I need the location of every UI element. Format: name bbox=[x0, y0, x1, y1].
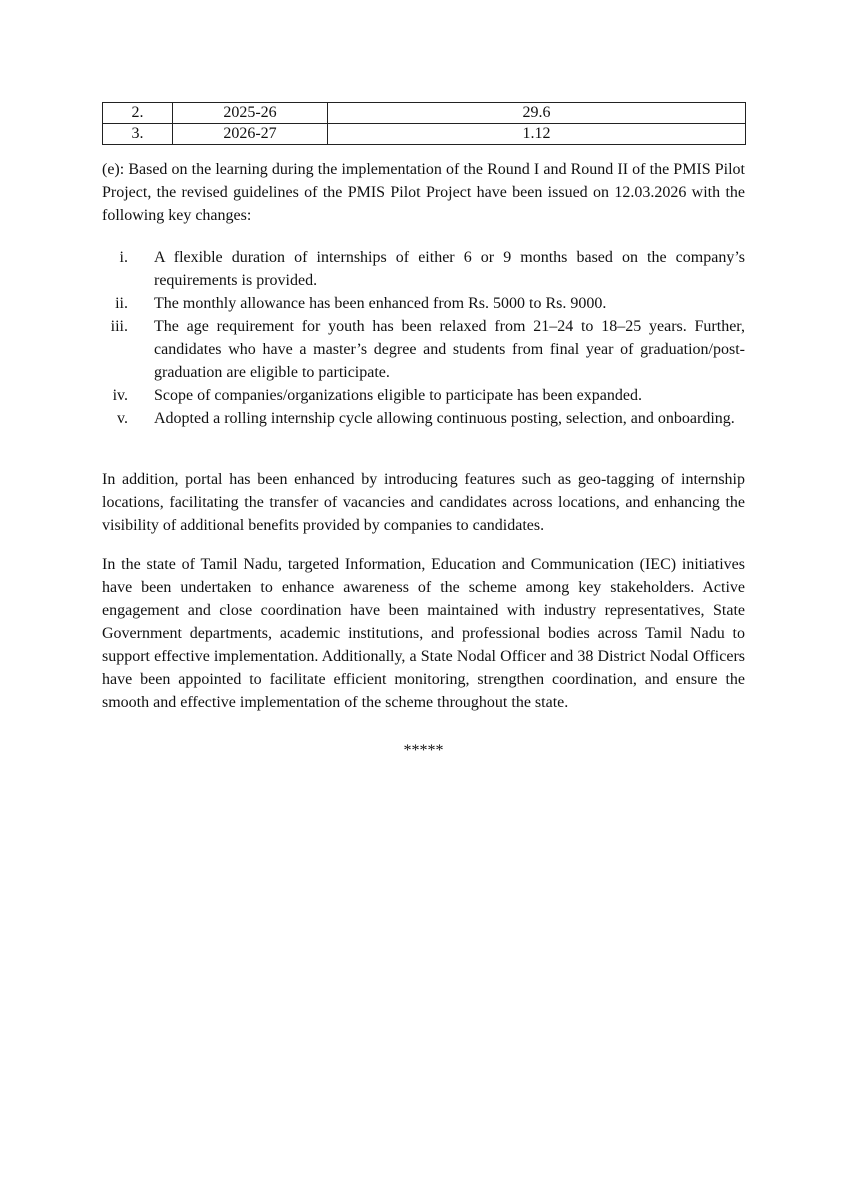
key-changes-list bbox=[102, 246, 745, 430]
list-item-number: i. bbox=[119, 249, 128, 266]
year-cell: 2026-27 bbox=[173, 124, 328, 145]
list-item-text: Adopted a rolling internship cycle allowing continuous posting, selection, and onboarding. bbox=[154, 410, 735, 427]
portal-enhancement-paragraph: In addition, portal has been enhanced by introducing features such as geo-tagging of internship locations, facilitating the transfer of vacancies and candidates across locations, and enhancing the visibility of additional benefits provided by companies to candidates. bbox=[102, 471, 745, 534]
allocation-table bbox=[102, 102, 746, 145]
list-item bbox=[102, 246, 745, 292]
list-item bbox=[102, 407, 745, 430]
year-cell: 2025-26 bbox=[173, 103, 328, 124]
list-item-text: The age requirement for youth has been relaxed from 21–24 to 18–25 years. Further, candidates who have a master’s degree and students from final year of graduation/post-graduation are eligible to participate. bbox=[154, 318, 745, 381]
list-item-number: iv. bbox=[112, 387, 128, 404]
list-item-text: The monthly allowance has been enhanced from Rs. 5000 to Rs. 9000. bbox=[154, 295, 607, 312]
value-cell: 29.6 bbox=[328, 103, 746, 124]
table-row bbox=[103, 124, 746, 145]
list-item bbox=[102, 315, 745, 384]
list-item-number: ii. bbox=[115, 295, 128, 312]
serial-number-cell: 3. bbox=[103, 124, 173, 145]
list-item-number: iii. bbox=[110, 318, 128, 335]
tamil-nadu-paragraph: In the state of Tamil Nadu, targeted Information, Education and Communication (IEC) initiatives have been undertaken to enhance awareness of the scheme among key stakeholders. Active engagement and close coordination have been maintained with industry representatives, State Government departments, academic institutions, and professional bodies across Tamil Nadu to support effective implementation. Additionally, a State Nodal Officer and 38 District Nodal Officers have been appointed to facilitate efficient monitoring, strengthen coordination, and ensure the smooth and effective implementation of the scheme throughout the state. bbox=[102, 556, 745, 711]
document-page bbox=[102, 102, 745, 759]
serial-number-cell: 2. bbox=[103, 103, 173, 124]
list-item bbox=[102, 292, 745, 315]
list-item-number: v. bbox=[117, 410, 128, 427]
value-cell: 1.12 bbox=[328, 124, 746, 145]
para-e-guidelines: (e): Based on the learning during the implementation of the Round I and Round II of the PMIS Pilot Project, the revised guidelines of the PMIS Pilot Project have been issued on 12.03.2026 with the following key changes: bbox=[102, 161, 745, 224]
list-item-text: A flexible duration of internships of either 6 or 9 months based on the company’s requirements is provided. bbox=[154, 249, 745, 289]
end-of-document-marker: ***** bbox=[403, 742, 444, 759]
table-row bbox=[103, 103, 746, 124]
list-item bbox=[102, 384, 745, 407]
list-item-text: Scope of companies/organizations eligible to participate has been expanded. bbox=[154, 387, 642, 404]
